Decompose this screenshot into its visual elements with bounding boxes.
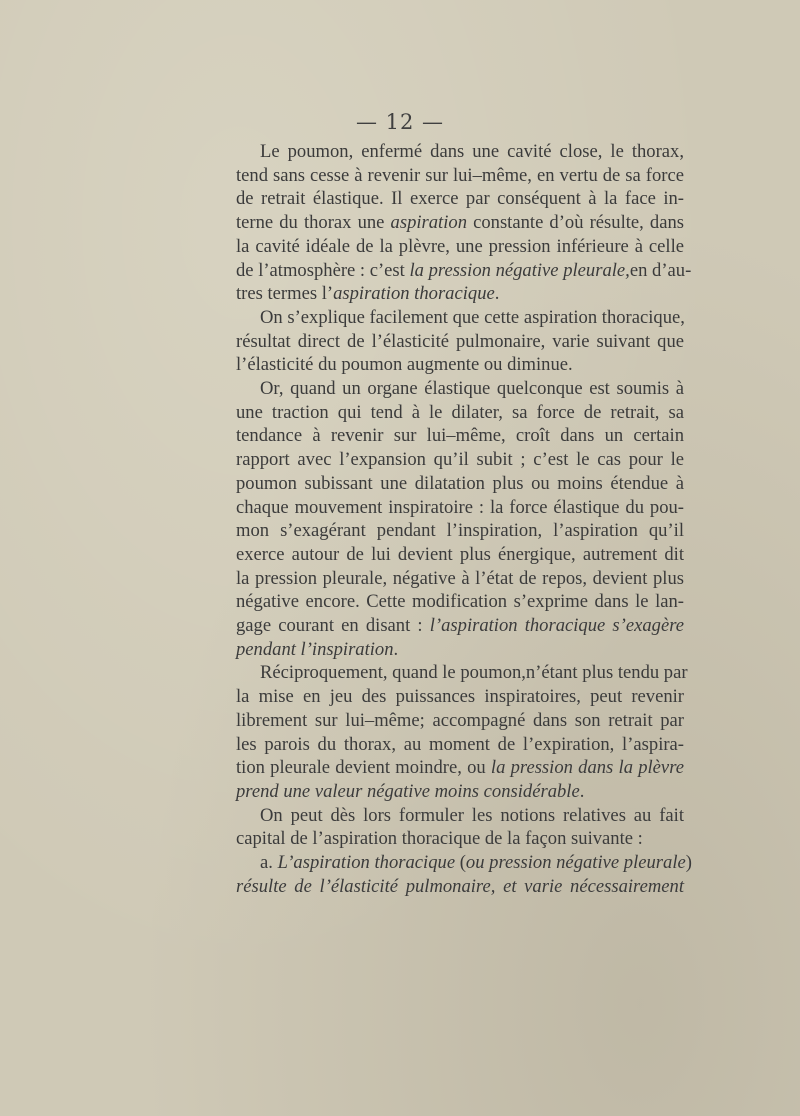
text-line [236,638,684,662]
text-line [236,472,684,496]
text-line [236,496,684,520]
italic-text: la pression négative pleurale, [409,259,630,281]
text-line [236,685,684,709]
text-line [236,519,684,543]
text-run: la pression pleurale, négative à l’état de repos, devient plus [236,567,684,589]
text-line [236,211,684,235]
text-run: tres termes l’ [236,283,334,305]
text-run: . [579,780,585,802]
text-line [236,614,684,638]
text-line [236,164,684,188]
text-run: a. [260,852,278,874]
text-run: tion pleurale devient moindre, ou [236,757,491,779]
text-run: résultat direct de l’élasticité pulmonaire, varie suivant que [236,330,684,352]
text-run: terne du thorax une [236,212,391,234]
text-run: On peut dès lors formuler les notions relatives au fait [260,804,684,826]
text-run: constante d’où résulte, dans [467,212,685,234]
paragraph [236,851,692,898]
text-run: rapport avec l’expansion qu’il subit ; c’est le cas pour le [236,449,684,471]
text-run: capital de l’aspiration thoracique de la façon suivante : [236,828,643,850]
italic-text: aspiration [390,212,467,234]
text-run: . [494,283,500,305]
text-run: librement sur lui–même; accompagné dans son retrait par [236,709,684,731]
text-run: les parois du thorax, au moment de l’expiration, l’aspira- [236,733,684,755]
text-line [236,709,684,733]
text-line [236,804,684,828]
paragraph [236,306,684,377]
paragraph [236,140,692,306]
text-run: gage courant en disant : [236,615,430,637]
paragraph [236,804,684,851]
text-line [236,756,684,780]
text-run: ( [455,852,466,874]
text-line [236,543,684,567]
text-line [236,590,684,614]
text-run: Réciproquement, quand le poumon,n’étant plus tendu par [260,662,688,684]
text-run: . [393,638,399,660]
page-number: — 12 — [355,110,445,134]
text-line [236,851,692,875]
text-run: Or, quand un organe élastique quelconque est soumis à [260,378,684,400]
text-run: tend sans cesse à revenir sur lui–même, en vertu de sa force [236,164,684,186]
text-line [236,259,692,283]
text-line [236,733,684,757]
text-line [236,330,684,354]
text-line [236,424,684,448]
text-run: la cavité idéale de la plèvre, une pression inférieure à celle [236,235,684,257]
text-run: négative encore. Cette modification s’exprime dans le lan- [236,591,684,613]
text-run: tendance à revenir sur lui–même, croît dans un certain [236,425,684,447]
text-line [236,827,684,851]
italic-text: ou pression négative pleurale [465,852,686,874]
text-line [236,780,684,804]
text-line [236,235,684,259]
italic-text: résulte de l’élasticité pulmonaire, et varie nécessairement [236,875,684,897]
italic-text: pendant l’inspiration [236,638,394,660]
paragraph [236,377,684,661]
text-run: de retrait élastique. Il exerce par conséquent à la face in- [236,188,684,210]
text-line [236,140,684,164]
text-run: la mise en jeu des puissances inspiratoires, peut revenir [236,686,684,708]
italic-text: l’aspiration thoracique s’exagère [429,615,684,637]
paragraph [236,661,688,803]
text-run: exerce autour de lui devient plus énergique, autrement dit [236,543,684,565]
text-run: mon s’exagérant pendant l’inspiration, l’aspiration qu’il [236,520,684,542]
italic-text: prend une valeur négative moins considérable [236,780,580,802]
text-run: de l’atmosphère : c’est [236,259,410,281]
text-run: poumon subissant une dilatation plus ou moins étendue à [236,472,684,494]
italic-text: aspiration thoracique [333,283,495,305]
text-run: On s’explique facilement que cette aspiration thoracique, [260,306,685,328]
text-line [236,377,684,401]
text-line [236,661,688,685]
text-run: en d’au- [629,259,692,281]
text-line [236,567,684,591]
italic-text: la pression dans la plèvre [490,757,684,779]
text-line [236,401,684,425]
text-line [236,187,684,211]
italic-text: L’aspiration thoracique [277,852,456,874]
text-run: ) [685,852,692,874]
text-line [236,448,684,472]
body-text [236,140,692,899]
text-line [236,306,684,330]
text-line [236,282,684,306]
text-run: l’élasticité du poumon augmente ou diminue. [236,354,573,376]
text-line [236,353,684,377]
text-run: Le poumon, enfermé dans une cavité close, le thorax, [260,141,684,162]
text-run: une traction qui tend à le dilater, sa force de retrait, sa [236,401,684,423]
text-run: chaque mouvement inspiratoire : la force élastique du pou- [236,496,684,518]
text-line [236,875,684,899]
